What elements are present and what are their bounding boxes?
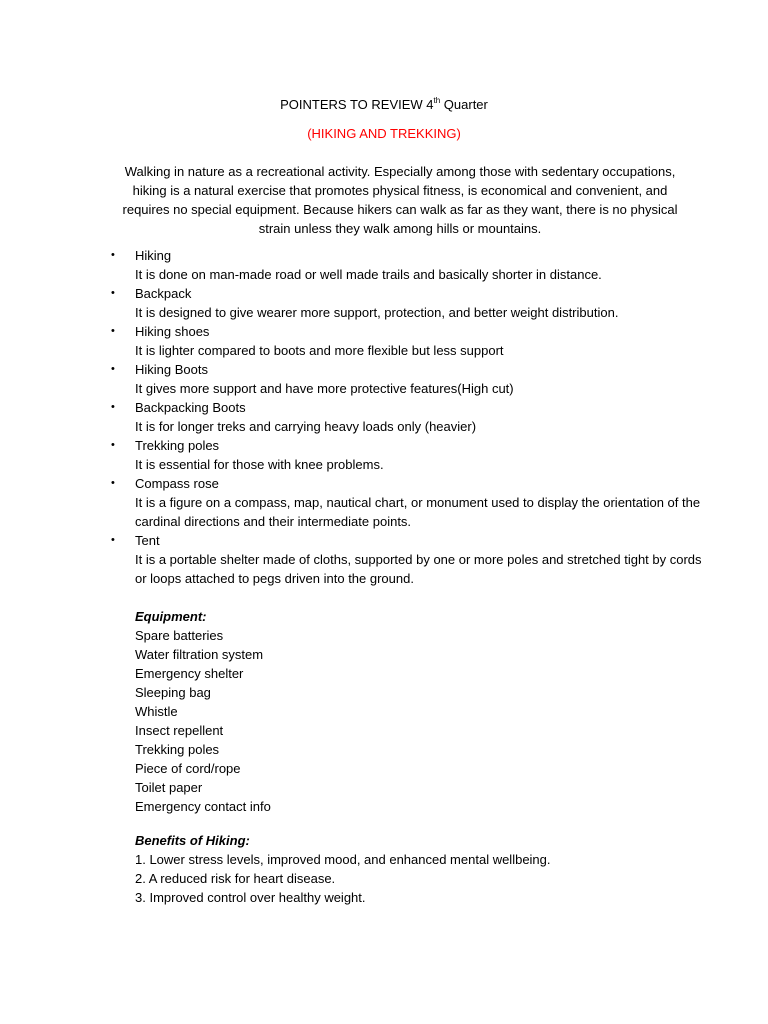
equipment-heading: Equipment: (135, 609, 207, 624)
term-heading: Compass rose (135, 476, 219, 491)
term-heading: Trekking poles (135, 438, 220, 453)
bullet-icon: • (111, 477, 115, 489)
benefit-item: 2. A reduced risk for heart disease. (135, 871, 336, 886)
term-description: It is designed to give wearer more support, protection, and better weight distribution. (135, 305, 619, 320)
equipment-item: Emergency contact info (135, 799, 271, 814)
bullet-icon: • (111, 249, 115, 261)
bullet-icon: • (111, 401, 115, 413)
term-item (104, 531, 704, 588)
term-item (104, 360, 704, 398)
term-item (104, 322, 704, 360)
benefit-item: 3. Improved control over healthy weight. (135, 890, 366, 905)
equipment-item: Trekking poles (135, 742, 220, 757)
term-item (104, 398, 704, 436)
title-suffix: Quarter (440, 97, 488, 112)
term-description: It is a figure on a compass, map, nautical chart, or monument used to display the orientation of the cardinal directions and their intermediate points. (135, 495, 701, 529)
equipment-item: Whistle (135, 704, 178, 719)
bullet-icon: • (111, 325, 115, 337)
equipment-list (135, 626, 695, 816)
equipment-item: Spare batteries (135, 628, 224, 643)
equipment-item: Piece of cord/rope (135, 761, 241, 776)
benefits-list (135, 850, 695, 907)
term-item (104, 246, 704, 284)
equipment-section (135, 607, 695, 816)
term-description: It is a portable shelter made of cloths, supported by one or more poles and stretched tight by cords or loops attached to pegs driven into the ground. (135, 552, 702, 586)
term-item (104, 474, 704, 531)
term-heading: Backpack (135, 286, 192, 301)
bullet-icon: • (111, 287, 115, 299)
benefit-item: 1. Lower stress levels, improved mood, and enhanced mental wellbeing. (135, 852, 551, 867)
term-description: It gives more support and have more protective features(High cut) (135, 381, 514, 396)
title-ordinal-suffix: th (433, 96, 441, 105)
term-heading: Hiking Boots (135, 362, 208, 377)
title-prefix: POINTERS TO REVIEW 4 (280, 97, 434, 112)
term-heading: Tent (135, 533, 160, 548)
term-description: It is lighter compared to boots and more flexible but less support (135, 343, 504, 358)
equipment-item: Water filtration system (135, 647, 264, 662)
document-title (0, 95, 768, 114)
term-heading: Backpacking Boots (135, 400, 246, 415)
benefits-heading: Benefits of Hiking: (135, 833, 250, 848)
term-description: It is done on man-made road or well made trails and basically shorter in distance. (135, 267, 602, 282)
bullet-icon: • (111, 439, 115, 451)
term-description: It is for longer treks and carrying heavy loads only (heavier) (135, 419, 477, 434)
term-description: It is essential for those with knee problems. (135, 457, 384, 472)
equipment-item: Emergency shelter (135, 666, 244, 681)
term-item (104, 284, 704, 322)
intro-paragraph: Walking in nature as a recreational activity. Especially among those with sedentary occupations, hiking is a natural exercise that promotes physical fitness, is economical and convenient, and requires no special equipment. Because hikers can walk as far as they want, there is no physical strain unless they walk among hills or mountains. (122, 164, 678, 236)
equipment-item: Insect repellent (135, 723, 224, 738)
document-subtitle: (HIKING AND TREKKING) (307, 126, 461, 141)
bullet-icon: • (111, 534, 115, 546)
terms-list (104, 246, 704, 588)
equipment-item: Sleeping bag (135, 685, 211, 700)
term-item (104, 436, 704, 474)
bullet-icon: • (111, 363, 115, 375)
benefits-section (135, 831, 695, 907)
equipment-item: Toilet paper (135, 780, 203, 795)
term-heading: Hiking (135, 248, 172, 263)
term-heading: Hiking shoes (135, 324, 210, 339)
